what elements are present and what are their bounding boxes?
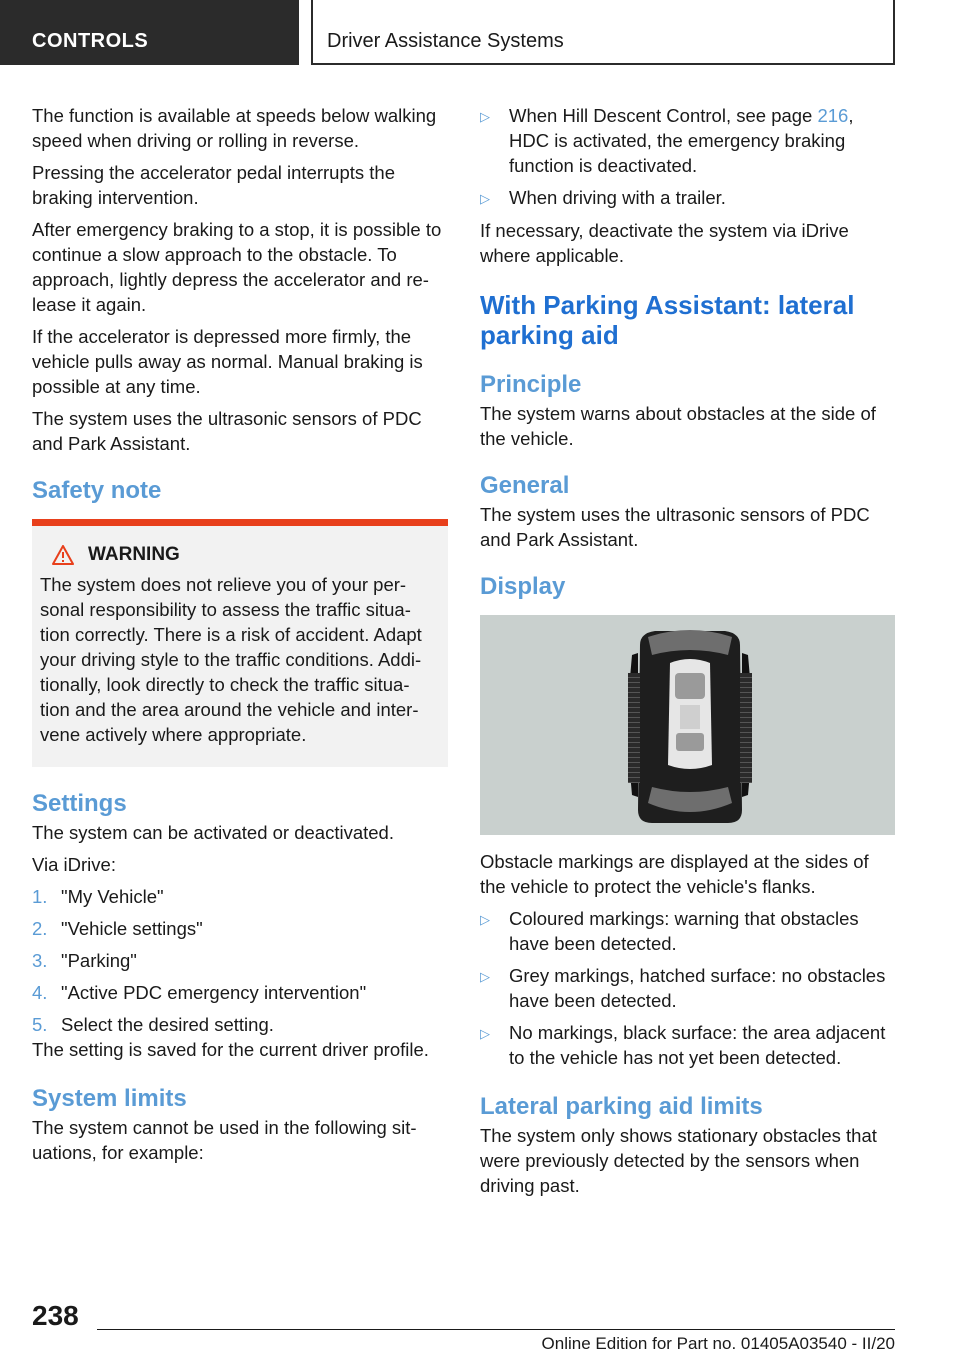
header-chapter-label: Driver Assistance Systems — [327, 30, 564, 52]
triangle-right-icon: ▷ — [480, 1026, 490, 1041]
list-item: 3. "Parking" — [32, 950, 137, 971]
warning-triangle-icon — [52, 545, 74, 565]
paragraph: The system only shows stationary obstacles that were previously detected by the sensors when driving past. — [480, 1125, 877, 1196]
warning-bar — [32, 519, 448, 526]
warning-text: The system does not relieve you of your per-sonal responsibility to assess the traffic situa-tion correctly. There is a risk of accident. Adapt your driving style to the traffic conditions. Addi-tionally, look directly to check the traffic situa-tion and the area around the vehicle and inter-vene actively where appropriate. — [40, 574, 422, 745]
paragraph: After emergency braking to a stop, it is possible to continue a slow approach to the obstacle. To approach, lightly depress the accelerator and re-lease it again. — [32, 219, 442, 315]
display-heading: Display — [480, 573, 566, 600]
limits-list — [480, 103, 896, 211]
paragraph: The system warns about obstacles at the side of the vehicle. — [480, 403, 876, 449]
paragraph: The system uses the ultrasonic sensors of PDC and Park Assistant. — [480, 504, 870, 550]
markings-list — [480, 906, 896, 1070]
header-section-label: CONTROLS — [32, 30, 149, 52]
header-chapter-tab — [311, 0, 895, 65]
paragraph: Pressing the accelerator pedal interrupts the braking intervention. — [32, 162, 396, 208]
paragraph: Obstacle markings are displayed at the sides of the vehicle to protect the vehicle's flanks. — [480, 851, 869, 897]
parking-aid-display-image — [480, 615, 895, 835]
principle-heading: Principle — [480, 371, 582, 398]
list-item: ▷ No markings, black surface: the area adjacent to the vehicle has not yet been detected. — [480, 1022, 886, 1068]
triangle-right-icon: ▷ — [480, 969, 490, 984]
paragraph: The setting is saved for the current driver profile. — [32, 1039, 429, 1060]
list-item: 4. "Active PDC emergency intervention" — [32, 982, 367, 1003]
left-column — [32, 103, 448, 1172]
paragraph: If necessary, deactivate the system via iDrive where applicable. — [480, 220, 849, 266]
section-title: With Parking Assistant: lateral parking aid — [480, 290, 855, 350]
warning-header — [40, 544, 436, 566]
settings-steps — [32, 884, 448, 1037]
paragraph: The function is available at speeds below walking speed when driving or rolling in reverse. — [32, 105, 437, 151]
list-item: 1. "My Vehicle" — [32, 886, 164, 907]
list-item: 5. Select the desired setting. — [32, 1014, 274, 1035]
page-link[interactable]: 216 — [817, 105, 849, 126]
safety-note-heading: Safety note — [32, 477, 162, 504]
paragraph: Via iDrive: — [32, 854, 116, 875]
settings-heading: Settings — [32, 790, 127, 817]
footer-edition: Online Edition for Part no. 01405A03540 - II/20 — [541, 1334, 895, 1353]
warning-box — [32, 526, 448, 767]
paragraph: The system cannot be used in the following sit-uations, for example: — [32, 1117, 417, 1163]
paragraph: The system uses the ultrasonic sensors of PDC and Park Assistant. — [32, 408, 422, 454]
warning-title: WARNING — [88, 544, 180, 565]
car-top-view-illustration — [480, 615, 895, 835]
list-item: ▷ When driving with a trailer. — [480, 185, 896, 211]
triangle-right-icon: ▷ — [480, 109, 490, 124]
lateral-limits-heading: Lateral parking aid limits — [480, 1093, 763, 1120]
right-column — [480, 103, 896, 1205]
paragraph: The system can be activated or deactivated. — [32, 822, 394, 843]
triangle-right-icon: ▷ — [480, 191, 490, 206]
list-item: ▷ Coloured markings: warning that obstacles have been detected. — [480, 908, 859, 954]
list-item: 2. "Vehicle settings" — [32, 918, 203, 939]
general-heading: General — [480, 472, 570, 499]
list-item: ▷ When Hill Descent Control, see page 216, HDC is activated, the emergency braking function is deactivated. — [480, 105, 854, 176]
triangle-right-icon: ▷ — [480, 912, 490, 927]
list-item: ▷ Grey markings, hatched surface: no obstacles have been detected. — [480, 965, 886, 1011]
header-section-tab — [0, 0, 299, 65]
page-number: 238 — [32, 1300, 79, 1331]
footer-divider — [97, 1329, 895, 1330]
system-limits-heading: System limits — [32, 1085, 187, 1112]
paragraph: If the accelerator is depressed more firmly, the vehicle pulls away as normal. Manual braking is possible at any time. — [32, 326, 423, 397]
